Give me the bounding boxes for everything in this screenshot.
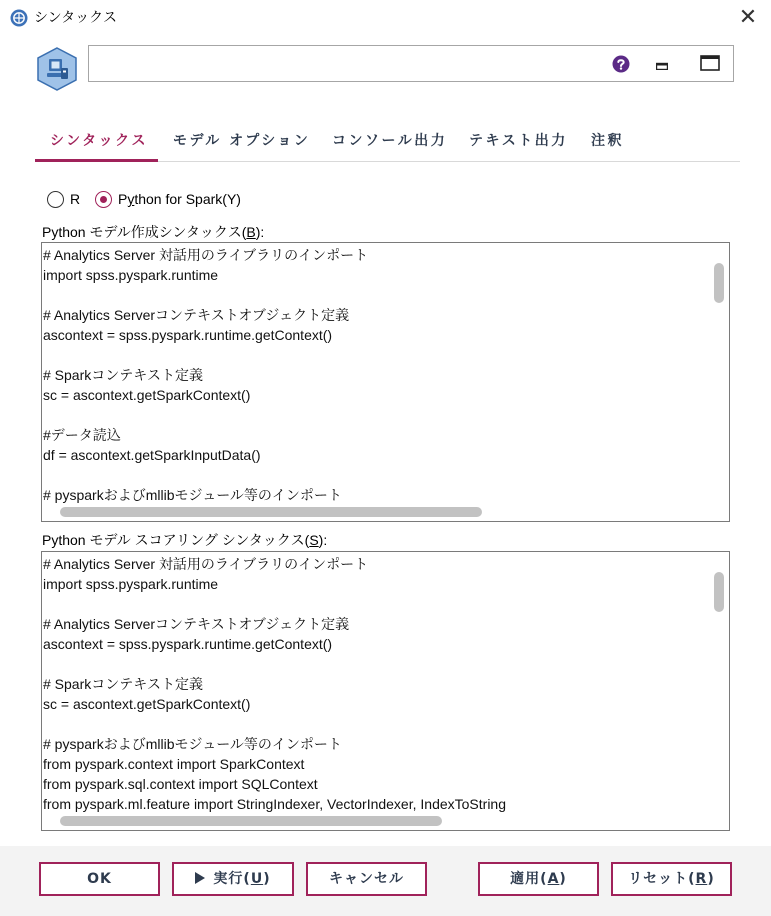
tab-bar [35,121,740,162]
code-line: from pyspark.ml.feature import StringIndexer, VectorIndexer, IndexToString [43,796,506,812]
code-line: # Analytics Serverコンテキストオブジェクト定義 [43,616,350,632]
play-icon [195,872,205,884]
node-name-field[interactable] [88,45,734,82]
build-syntax-text [43,245,368,505]
code-line: ascontext = spss.pyspark.runtime.getContext() [43,636,333,652]
radio-python-for-spark[interactable] [95,191,112,208]
maximize-icon[interactable] [700,55,720,71]
code-line: # Analytics Server 対話用のライブラリのインポート [43,247,369,263]
code-line: # pysparkおよびmllibモジュール等のインポート [43,487,342,503]
run-button[interactable]: 実行(U) [172,862,294,896]
ok-button[interactable]: OK [39,862,160,896]
code-line [43,654,506,674]
radio-r[interactable] [47,191,64,208]
code-line: # Sparkコンテキスト定義 [43,367,203,383]
build-syntax-vertical-scrollbar[interactable] [714,263,724,303]
reset-button[interactable]: リセット(R) [611,862,732,896]
window-title: シンタックス [34,10,117,26]
tab-syntax[interactable]: シンタックス [50,133,148,149]
score-syntax-text [43,554,506,814]
code-line [43,714,506,734]
code-line: # Analytics Server 対話用のライブラリのインポート [43,556,369,572]
code-line: import spss.pyspark.runtime [43,576,219,592]
code-line: sc = ascontext.getSparkContext() [43,387,251,403]
code-line: # pysparkおよびmllibモジュール等のインポート [43,736,342,752]
code-line: ascontext = spss.pyspark.runtime.getContext() [43,327,333,343]
radio-r-label[interactable]: R [70,191,81,207]
score-syntax-editor[interactable] [41,551,730,831]
code-line: # Sparkコンテキスト定義 [43,676,203,692]
build-syntax-horizontal-scrollbar[interactable] [60,507,482,517]
spss-modeler-icon [10,9,28,27]
active-tab-indicator [35,159,158,162]
code-line: #データ読込 [43,427,121,443]
code-line [43,345,368,365]
code-line: from pyspark.sql.context import SQLContext [43,776,318,792]
code-line [43,465,368,485]
code-line: # Analytics Serverコンテキストオブジェクト定義 [43,307,350,323]
code-line [43,594,506,614]
cancel-button[interactable]: キャンセル [306,862,427,896]
score-syntax-vertical-scrollbar[interactable] [714,572,724,612]
close-button[interactable]: ✕ [738,5,758,30]
code-line: df = ascontext.getSparkInputData() [43,447,261,463]
title-bar [0,0,771,36]
minimize-icon[interactable] [656,56,668,70]
code-line [43,285,368,305]
extension-model-node-icon [34,46,80,92]
radio-python-for-spark-label[interactable]: Python for Spark(Y) [118,191,241,207]
apply-button[interactable]: 適用(A) [478,862,599,896]
code-line: import spss.pyspark.runtime [43,267,219,283]
tab-model-options[interactable]: モデル オプション [173,133,311,149]
code-line: sc = ascontext.getSparkContext() [43,696,251,712]
tab-text-output[interactable]: テキスト出力 [469,133,568,149]
tab-console-output[interactable]: コンソール出力 [332,133,448,149]
score-syntax-horizontal-scrollbar[interactable] [60,816,442,826]
code-line [43,405,368,425]
build-syntax-editor[interactable] [41,242,730,522]
tab-annotations[interactable]: 注釈 [591,133,624,149]
code-line: from pyspark.context import SparkContext [43,756,305,772]
build-syntax-label: Python モデル作成シンタックス(B): [42,224,265,240]
score-syntax-label: Python モデル スコアリング シンタックス(S): [42,532,328,548]
help-icon[interactable] [612,55,630,73]
